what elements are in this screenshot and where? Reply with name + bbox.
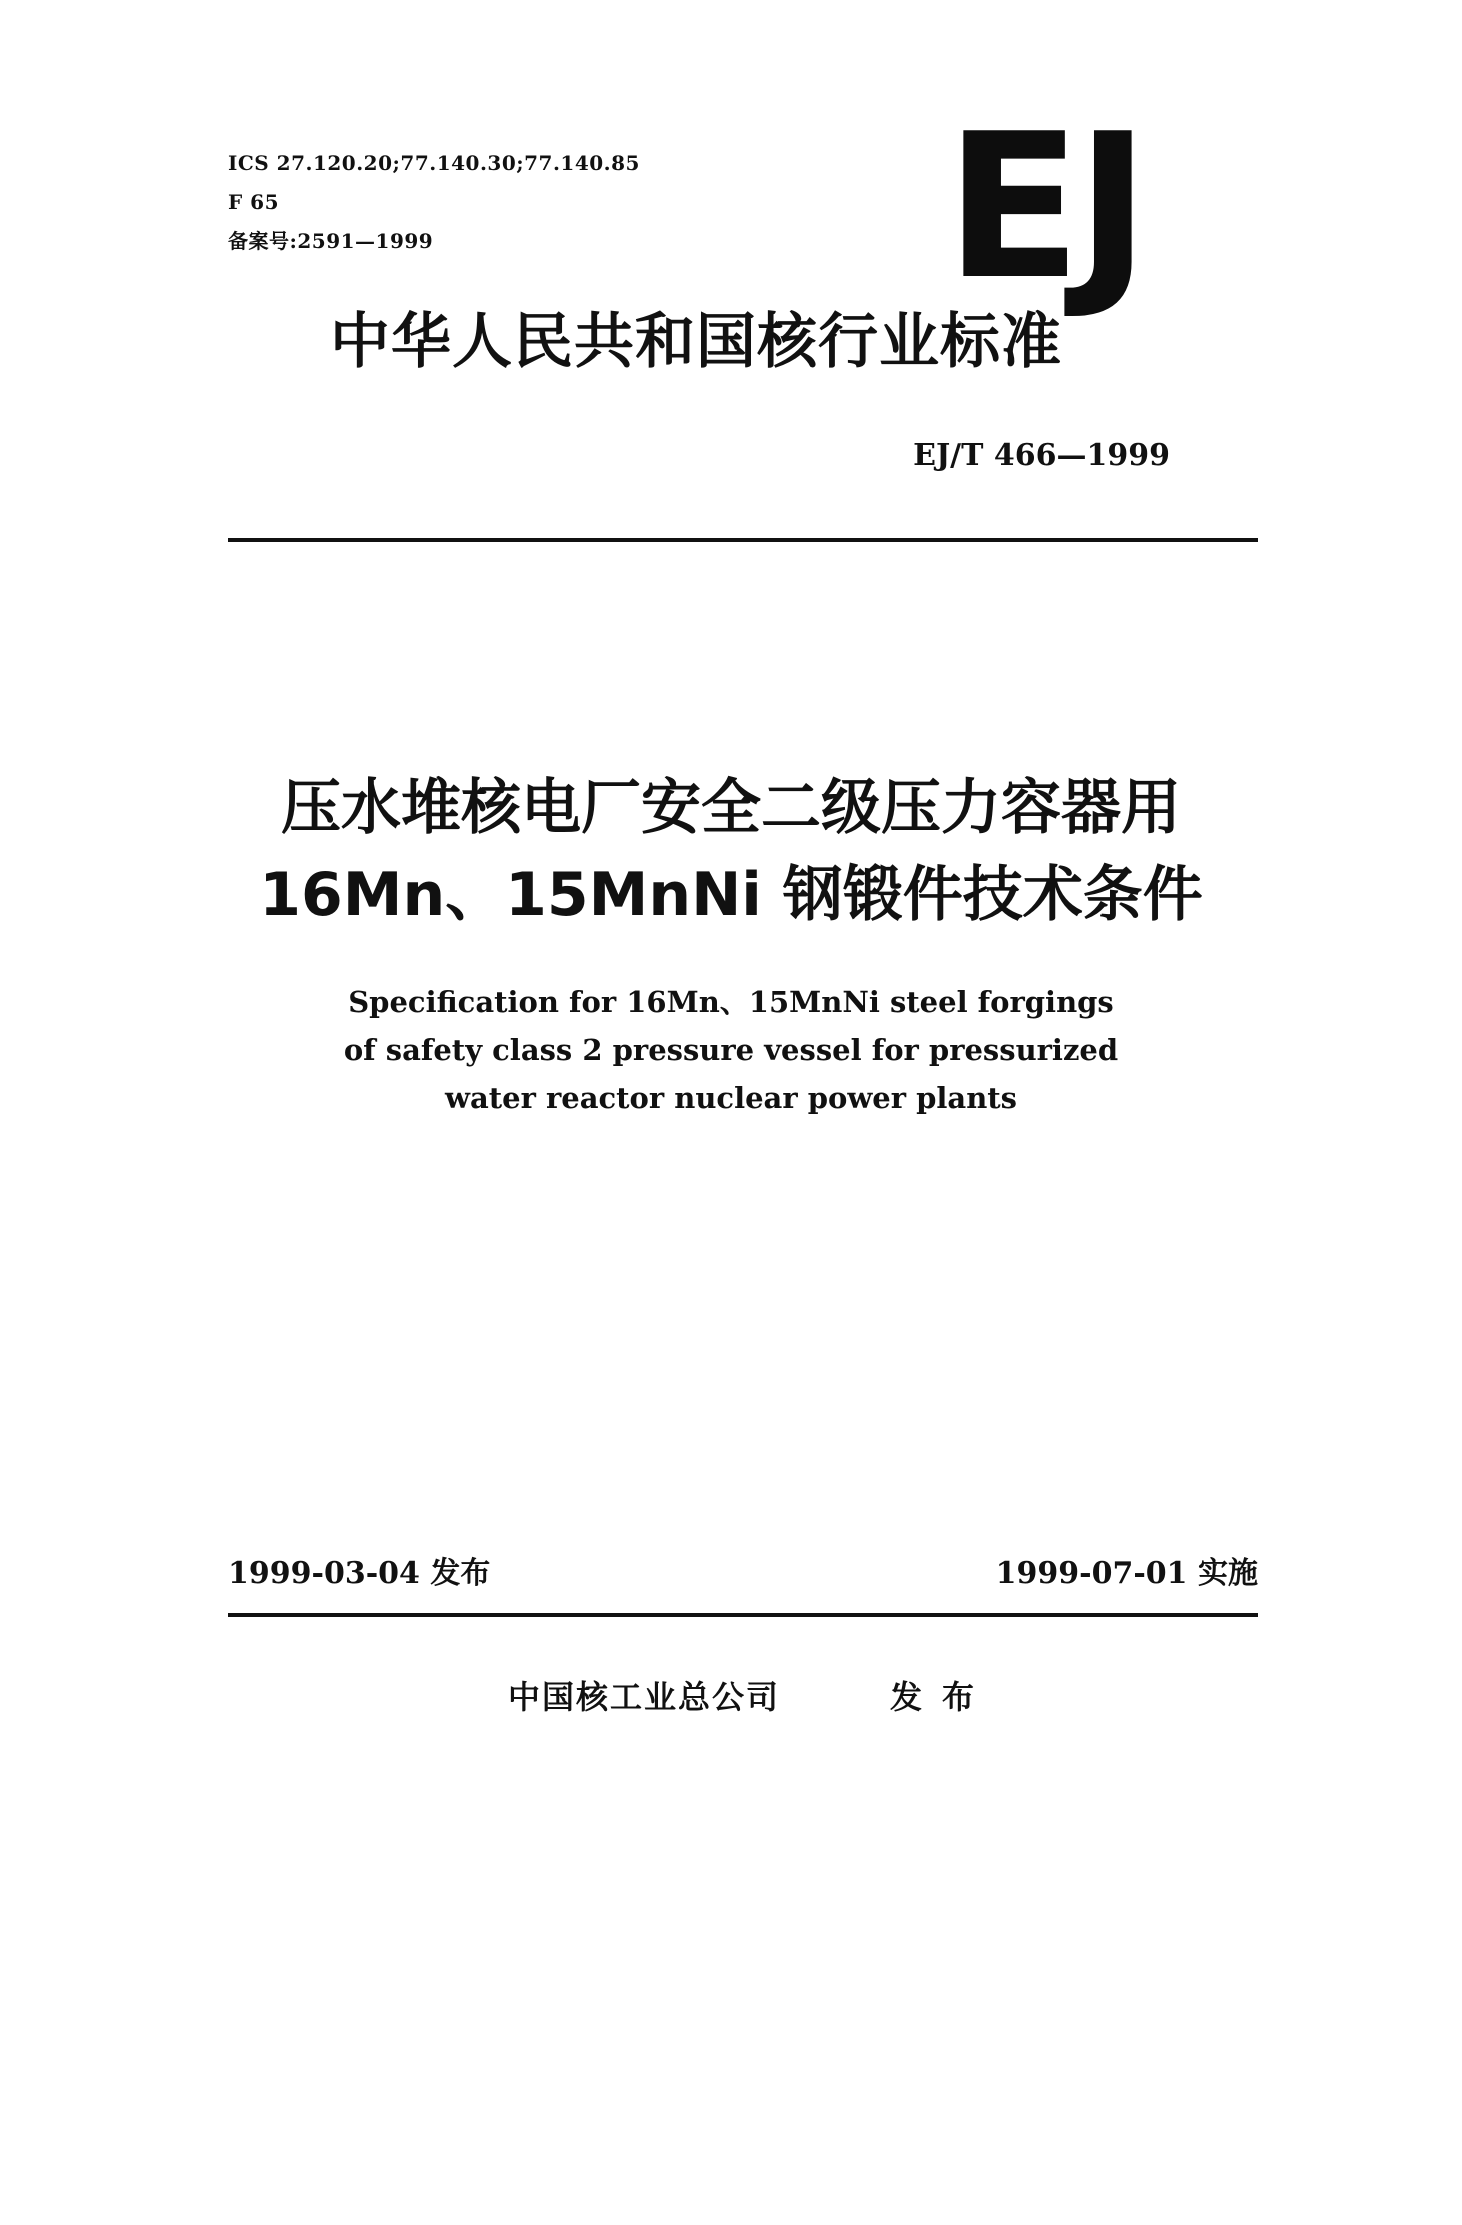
issue-date: 1999-03-04 发布 (228, 1556, 491, 1591)
title-chinese-line-2: 16Mn、15MnNi 钢锻件技术条件 (259, 860, 1203, 930)
record-number: 备案号:2591—1999 (228, 229, 434, 253)
ics-code: ICS 27.120.20;77.140.30;77.140.85 (228, 151, 640, 175)
bottom-divider (228, 1613, 1258, 1617)
title-english-line-3: water reactor nuclear power plants (444, 1081, 1018, 1115)
title-chinese-line-1: 压水堆核电厂安全二级压力容器用 (281, 773, 1181, 843)
implementation-date: 1999-07-01 实施 (995, 1556, 1258, 1591)
standard-name: 中华人民共和国核行业标准 (330, 307, 1062, 377)
top-divider (228, 538, 1258, 542)
publisher-action: 发布 (890, 1678, 995, 1716)
ej-logo: EJ (945, 91, 1145, 324)
title-english-line-1: Specification for 16Mn、15MnNi steel forgings (348, 985, 1114, 1019)
publisher-name: 中国核工业总公司 (508, 1678, 781, 1716)
title-english-line-2: of safety class 2 pressure vessel for pressurized (343, 1033, 1119, 1067)
standard-number: EJ/T 466—1999 (913, 438, 1170, 473)
classification-code: F 65 (228, 190, 279, 214)
